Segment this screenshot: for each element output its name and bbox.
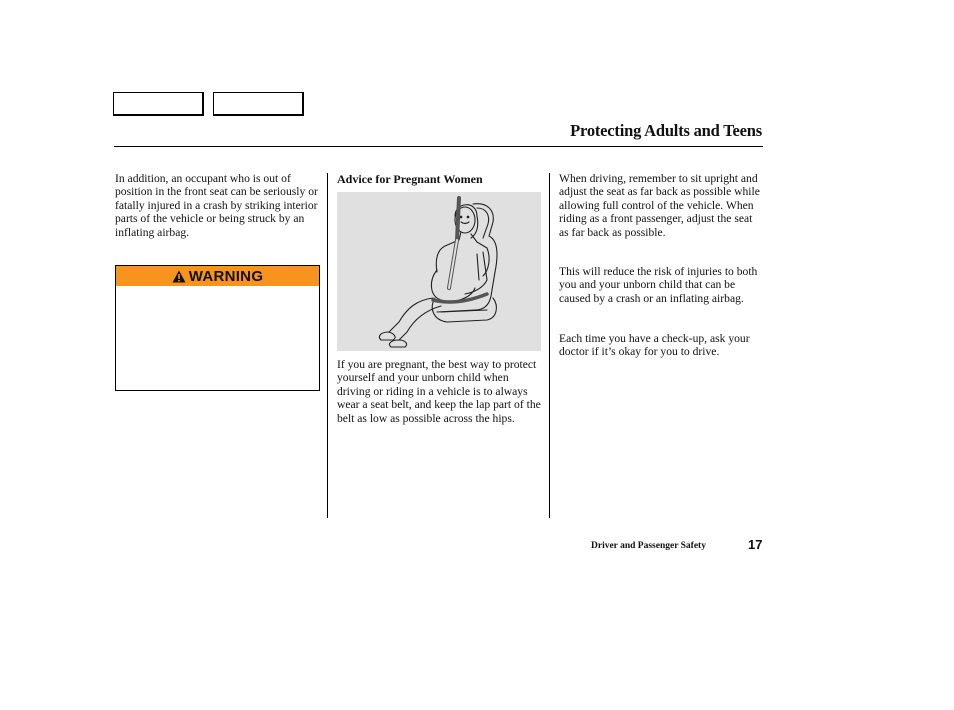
body-paragraph: In addition, an occupant who is out of position in the front seat can be seriously or fatally injured in a crash by striking interior parts of the vehicle or being struck by an inflating airbag. — [115, 172, 318, 239]
warning-banner — [116, 266, 319, 286]
nav-button-main-menu[interactable] — [113, 92, 204, 116]
column-divider — [327, 173, 328, 518]
body-paragraph: This will reduce the risk of injuries to both you and your unborn child that can be caused by a crash or an inflating airbag. — [559, 265, 758, 305]
body-paragraph: When driving, remember to sit upright and adjust the seat as far back as possible while allowing full control of the vehicle. When riding as a front passenger, adjust the seat as far back as possible. — [559, 172, 760, 239]
section-heading: Advice for Pregnant Women — [337, 172, 483, 186]
warning-label: WARNING — [188, 267, 264, 285]
page-title: Protecting Adults and Teens — [570, 121, 762, 140]
body-paragraph: Each time you have a check-up, ask your doctor if it’s okay for you to drive. — [559, 332, 750, 359]
page-number: 17 — [748, 537, 763, 552]
nav-button-table-of-contents[interactable] — [213, 92, 304, 116]
warning-box — [115, 265, 320, 391]
footer-section-title: Driver and Passenger Safety — [591, 541, 706, 551]
column-divider — [549, 173, 550, 518]
title-divider — [114, 146, 763, 147]
body-paragraph: If you are pregnant, the best way to protect yourself and your unborn child when driving or riding in a vehicle is to always wear a seat belt, and keep the lap part of the belt as low as possible across the hips. — [337, 358, 541, 425]
pregnant-woman-seatbelt-illustration — [337, 192, 541, 351]
warning-triangle-icon — [172, 270, 186, 283]
